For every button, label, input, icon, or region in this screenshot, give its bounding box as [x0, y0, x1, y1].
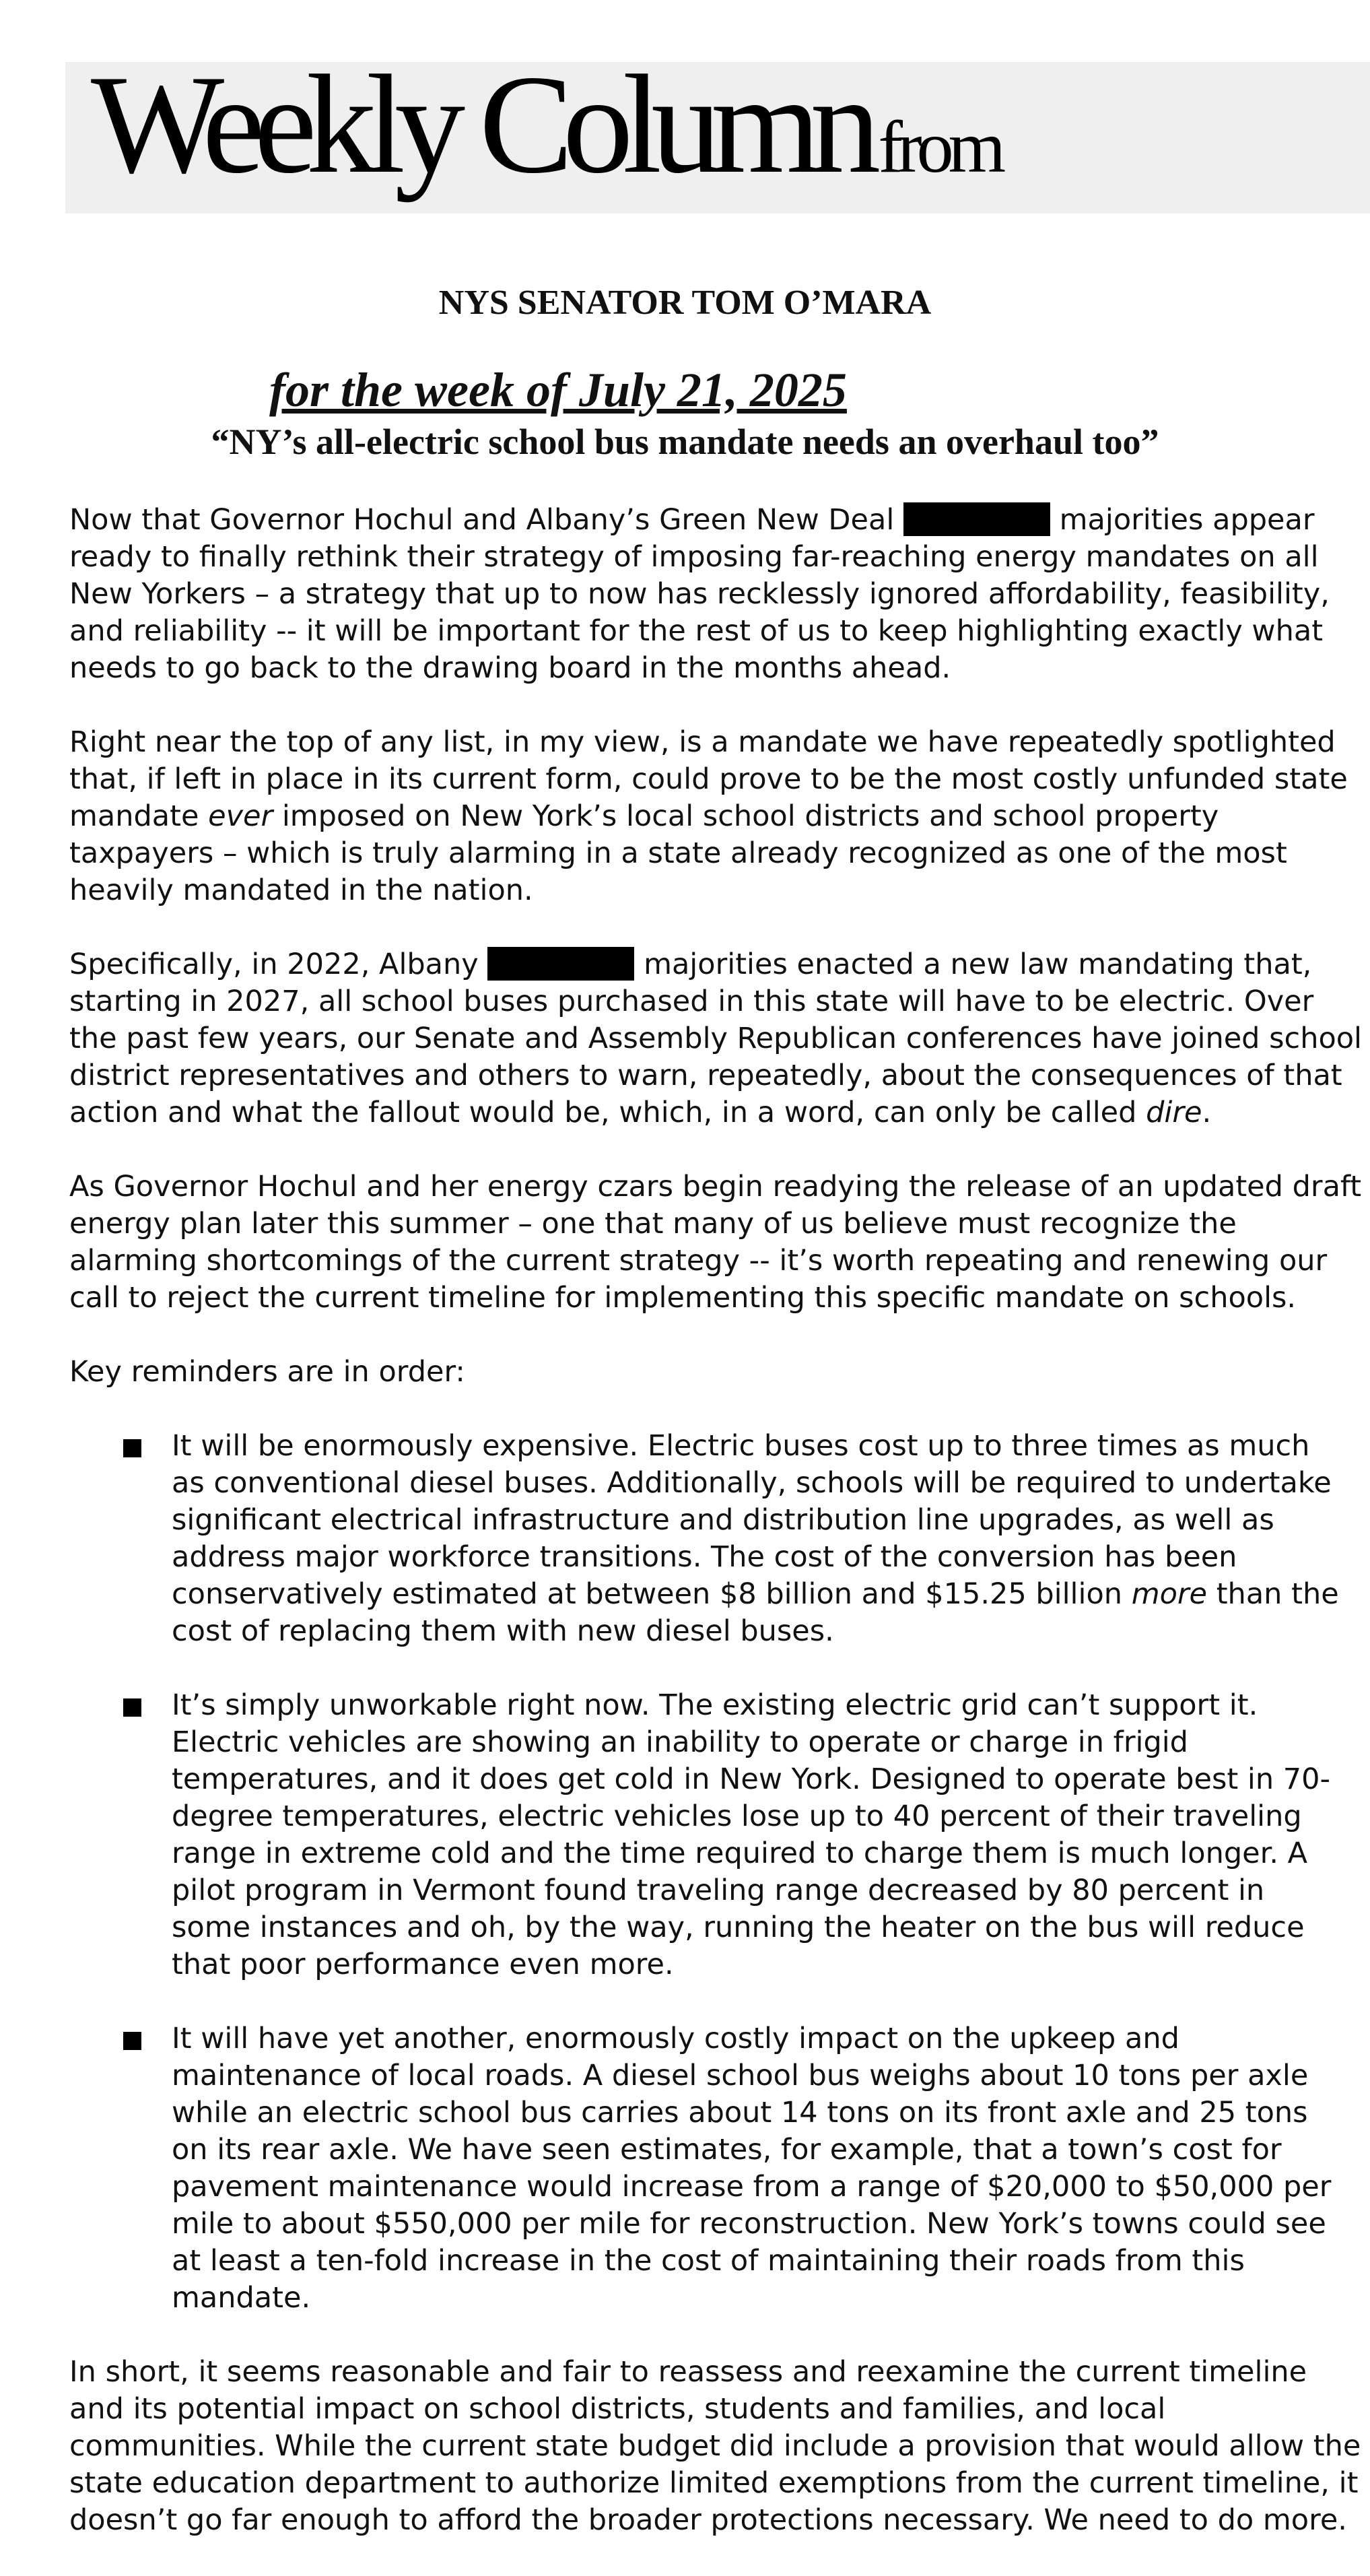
masthead-title [91, 46, 1001, 203]
emphasis-text: dire [1146, 1096, 1202, 1129]
paragraph-5: Key reminders are in order: [69, 1355, 465, 1389]
column-body [69, 502, 1370, 2576]
bullet-text: It’s simply unworkable right now. The existing electric grid can’t support it. Electric vehicles are showing an inability to operate or charge in frigid temperatures, and it does get cold in New York. Designed to operate best in 70-degree temperatures, electric vehicles lose up to 40 percent of their traveling range in extreme cold and the time required to charge them is much longer. A pilot program in Vermont found traveling range decreased by 80 percent in some instances and oh, by the way, running the heater on the bus will reduce that poor performance even more. [172, 1688, 1331, 1981]
bullet-text: It will be enormously expensive. Electric buses cost up to three times as much as conventional diesel buses. Additionally, schools will be required to undertake significant electrical infrastructure and distribution line upgrades, as well as address major workforce transitions. The cost of the conversion has been conservatively estimated at between $8 billion and $15.25 billion [172, 1429, 1332, 1611]
redaction-bar [487, 947, 634, 981]
redaction-bar [903, 502, 1050, 536]
bullet-item-roads [69, 2020, 1370, 2317]
masthead-from: from [878, 106, 1001, 188]
column-headline: “NY’s all-electric school bus mandate needs an overhaul too” [211, 422, 1159, 462]
paragraph-6: In short, it seems reasonable and fair to reassess and reexamine the current timeline and its potential impact on school districts, students and families, and local communities. While the current state budget did include a provision that would allow the state education department to authorize limited exemptions from the current timeline, it doesn’t go far enough to afford the broader protections necessary. We need to do more. [69, 2355, 1361, 2537]
paragraph-1 [69, 502, 1370, 687]
bullet-text: than the cost of replacing them with new diesel buses. [172, 1577, 1339, 1648]
bullet-item-unworkable [69, 1687, 1370, 1983]
paragraph-4: As Governor Hochul and her energy czars begin readying the release of an updated draft energy plan later this summer – one that many of us believe must recognize the alarming shortcomings of the current strategy -- it’s worth repeating and renewing our call to reject the current timeline for implementing this specific mandate on schools. [69, 1170, 1362, 1315]
masthead-title-text: Weekly Column [91, 46, 870, 203]
emphasis-text: more [1131, 1577, 1208, 1611]
paragraph-text: imposed on New York’s local school districts and school property taxpayers – which is truly alarming in a state already recognized as one of the most heavily mandated in the nation. [69, 799, 1287, 907]
bullet-list [69, 1428, 1370, 2317]
bullet-item-cost [69, 1428, 1370, 1650]
paragraph-text: . [1202, 1096, 1212, 1129]
square-bullet-icon [123, 1439, 141, 1457]
paragraph-text: Right near the top of any list, in my view, is a mandate we have repeatedly spotlighted that, if left in place in its current form, could prove to be the most costly unfunded state mandate [69, 725, 1348, 833]
paragraph-text: Specifically, in 2022, Albany [69, 948, 488, 981]
senator-name: NYS SENATOR TOM O’MARA [438, 284, 932, 322]
square-bullet-icon [123, 1698, 141, 1717]
paragraph-text: majorities enacted a new law mandating that, starting in 2027, all school buses purchased in this state will have to be electric. Over the past few years, our Senate and Assembly Republican conferences have joined school district representatives and others to warn, repeatedly, about the consequences of that action and what the fallout would be, which, in a word, can only be called [69, 948, 1363, 1129]
square-bullet-icon [123, 2032, 141, 2050]
bullet-text: It will have yet another, enormously costly impact on the upkeep and maintenance of local roads. A diesel school bus weighs about 10 tons per axle while an electric school bus carries about 14 tons on its front axle and 25 tons on its rear axle. We have seen estimates, for example, that a town’s cost for pavement maintenance would increase from a range of $20,000 to $50,000 per mile to about $550,000 per mile for reconstruction. New York’s towns could see at least a ten-fold increase in the cost of maintaining their roads from this mandate. [172, 2022, 1332, 2315]
paragraph-2 [69, 724, 1370, 909]
paragraph-text: Now that Governor Hochul and Albany’s Green New Deal [69, 503, 903, 537]
paragraph-text: majorities appear ready to finally rethink their strategy of imposing far-reaching energy mandates on all New Yorkers – a strategy that up to now has recklessly ignored affordability, feasibility, and reliability -- it will be important for the rest of us to keep highlighting exactly what needs to go back to the drawing board in the months ahead. [69, 503, 1330, 685]
paragraph-3 [69, 946, 1370, 1131]
emphasis-text: ever [208, 799, 273, 833]
week-date: for the week of July 21, 2025 [269, 363, 847, 417]
